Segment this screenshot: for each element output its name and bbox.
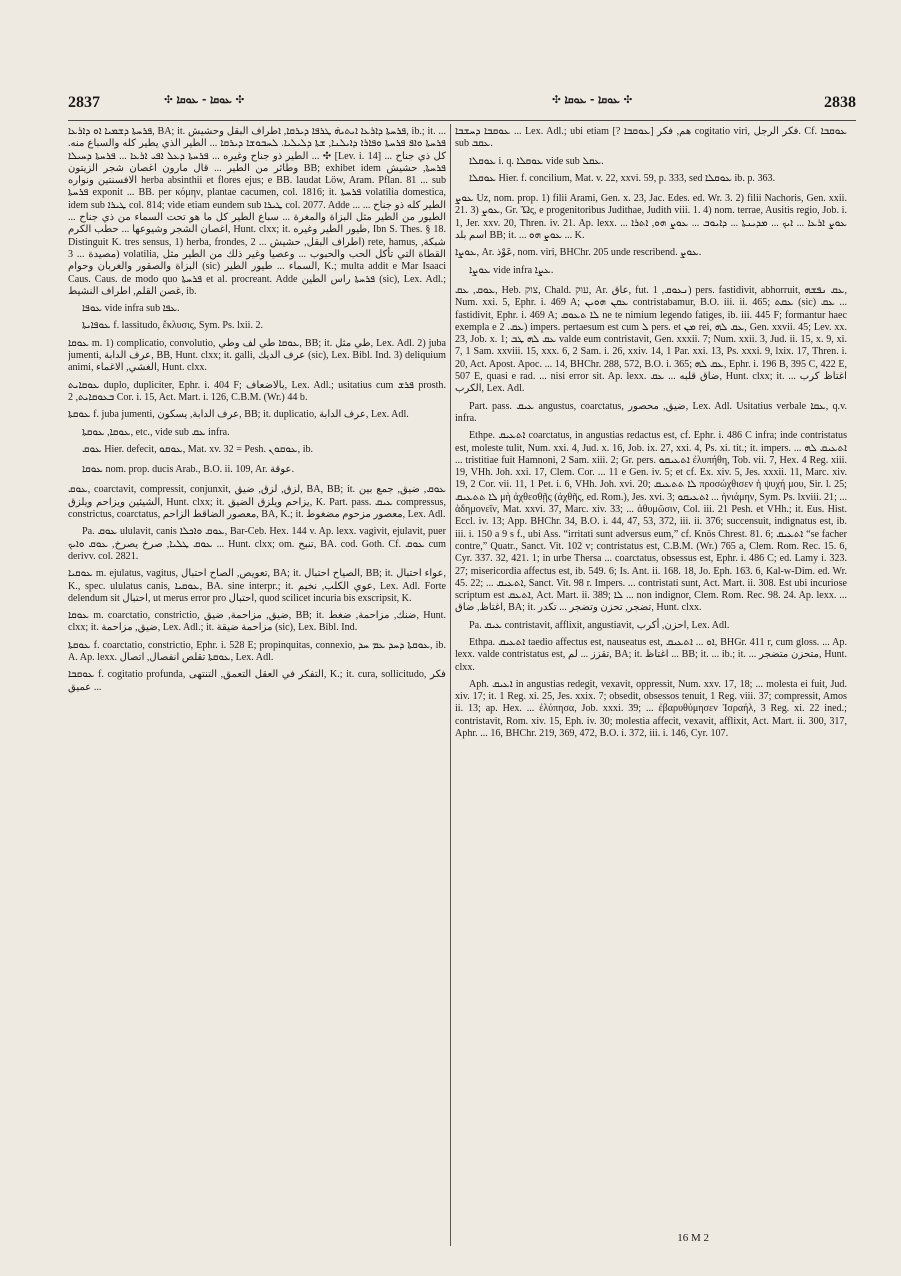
entry-text: ܥܘܩܬܐ f. coarctatio, constrictio, Ephr. i. 528 E; propinquitas, connexio, ܥܘܩܬܐ ܕܚܕ ܥܡ ܚܕ, ib. A. Ap. lexx. ܥܘܩܬܐ ﺗﻘﻠﺺ ﺍﻧﻔﺼﺎﻝ, ﺍﺗﺼﺎﻝ, Lex. Adl.	[68, 639, 446, 663]
entry-text: ܥܘܦܐܝܬܐ f. lassitudo, ἔκλυσις, Sym. Ps. lxii. 2.	[82, 320, 264, 332]
entry-text: Ethpe. ܐܬܥܝܩ coarctatus, in angustias redactus est, cf. Ephr. i. 486 C infra; inde contristatus est, moleste tulit, Num. xxi. 4, Jud. x. 16, Job. ix. 27, xxi. 4, Ps. xi. tit.; it. impers. ... ܐܬܥܝܩ ܠܗ ... tristitiae fuit Hamnoni, 2 Sam. xiii. 2; Gr. pers. ܐܬܥܝܩܘ ἐλυπήθη, Tob. vii. 7, Hex. 4 Reg. xiii. 19, VHh. Joh. xxi. 17, Clem. Cor. ... 11 e Gen. iv. 5; et cf. Ex. xiv. 5, Jes. xxxii. 11, Marc. xiv. 19, 2 Cor. vii. 11, 1 Pet. i. 6, VHh. Joh. xvi. 20; ܠܐ ܬܬܥܝܩ προσώχθισεν ἡ ψυχή μου, Sir. l. 25; ܠܐ ܬܬܥܝܩ μὴ ἀχθεσθῇς (ἀχθῆς, ed. Rom.), Jes. xvi. 3; ܐܬܥܝܩܘ ... ἠνιάμην, Sym. Ps. lxviii. 21; ... ἀδημονεῖν, Mat. xxvi. 37, Marc. xiv. 33; ... ἀθυμῶσιν, Col. iii. 21 Pesh. et VHh.; it. Eus. Hist. Eccl. iv. 13; App. BHChr. 34, B.O. i. 44, 47, 53, 372, iii. ii. 376; succensuit, indignatus est, ib. iii. i. 150 a 9 s f., ubi Ass. “irritati sunt adversus eum,” cf. Knös Chrest. 81. 6; ܐܬܥܝܩ “se facher contre,” Quatr., Sanct. Vit. 102 v; contristatus est, C.B.M. (Wr.) 765 a, Clem. Rom. Rec. 15. 6, Cyr. 337. 32, 421. 1; in urbe Thersa ... coarctatus, obsessus est, Ephr. i. 486 C; ed. Lamy i. 323. 27; misericordia affectus est, ib. 549. 6; Is. Ant. ii. 168. 18, Jo. Eph. 163. 6, Kal-w-Dim. ed. Wr. 45. 22; ... ܐܬܥܝܩ, Sanct. Vit. 98 r. Impers. ... contristati sunt, Act. Mart. ii. 308. Est ubi incuriose scriptum est ܐܬܥܩ, Act. Mart. ii. 389; ܠܐ ... non indignor, Clem. Rom. Rec. 98. 24. Ap. lexx. ... ﺍﻏﺘﺎﻅ, ﺿﺎﻕ, BA; it. ﺗﻀﺠﺮ, ﺗﺤﺰﻥ ﻭﺗﻀﺠﺮ ... ﺗﻜﺪﺭ, Hunt. clxx.	[455, 430, 847, 614]
entry-text: ܥܘܨ Uz, nom. prop. 1) filii Arami, Gen. x. 23, Jac. Edes. ed. Wr. 3. 2) filii Nachoris, Gen. xxii. 21. 3) ܥܘܨ, Gr. Ὤς, e progenitoribus Judithae, Judith viii. 1. 4) nom. terrae, Ausitis regio, Job. i. 1, Jer. xxv. 20, Thren. iv. 21. Ap. lexx. ܥܘܨ ܐܪܥܐ ... ܐܝܟ ... ܡܕܝܢܬܐ ... ܕܐܝܘܒ ... ܥܘܨ ܗܘ, ܐܬܪܐ ... ﺍﺳﻢ ﺑﻠﺪ BB; it. ... ܥܘܨ ܗܘ ... K.	[455, 193, 847, 242]
entry-text: ܥܘܩܠܐ i. q. ܥܘܩܠܐ vide sub ܥܩܠ.	[469, 155, 604, 167]
entry-text: ܥܘܩܒܐ ܕܚܫܒܐ ... Lex. Adl.; ubi etiam [? ܥܘܩܒܐ] ﻫﻢ, ﻓﻜﺮ cogitatio viri, ﻓﻜﺮ ﺍﻟﺮﺟﻞ. Cf. ܥܘܩܒܐ sub ܥܩܒ.	[455, 126, 847, 150]
entry-text: Part. pass. ܥܝܩ angustus, coarctatus, ﺿﻴﻖ, ﻣﺤﺼﻮﺭ, Lex. Adl. Usitatius verbale ܥܩܐ, q.v. infra.	[455, 400, 847, 424]
signature-mark: 16 M 2	[677, 1232, 709, 1244]
right-page-number: 2838	[824, 94, 856, 111]
column-divider	[450, 124, 451, 1246]
entry-text: ܥܘܩܝܐ m. ejulatus, vagitus, ﺗﻌﻮﻳﺺ, ﺍﻟﺼﺎﺡ ﺍﺣﺘﺒﺎﻝ, BA; it. ﺍﻟﺼﻴﺎﺡ ﺍﺣﺘﺒﺎﻝ, BB; it. ﻋﻮﺍﺀ ﺍﺣﺘﺒﺎﻝ, K., spec. ululatus canis, ܥܘܩܝܐ, BA. sine interpr.; it. ﻋﻮﻱ ﺍﻟﻜﻠﺐ, ﻧﺨﻴﻢ, Lex. Adl. Forte delendum sit ﺍﺣﺘﺒﺎﻝ, ut merus error pro ﺍﺣﺘﺒﺎﻝ, quod scilicet incuria bis exscripsit, K.	[68, 568, 446, 604]
entry-text: ܥܘܩܐ, ܥܘܩܬܐ, etc., vide sub ܥܩ infra.	[82, 426, 230, 438]
entry-text: ܥܘܩܒܐ f. cogitatio profunda, ﺍﻟﺘﻔﻜﺮ ﻓﻲ ﺍﻟﻌﻘﻞ ﺍﻟﺘﻌﻤﻖ, ﺍﻟﺘﻨﺘﻬﻰ, K.; it. cura, sollicitudo, ﻓﻜﺮ ﻋﻤﻴﻖ ...	[68, 669, 446, 693]
entry-text: Ethpa. ܐܬܥܝܩ taedio affectus est, nauseatus est, ܐܘ ... ܐܬܥܝܩ, BHGr. 411 r, cum gloss. ... Ap. lexx. valde contristatus est, ﺗﻘﺰﺯ ... ﻟﻢ, BA; it. ﺍﻏﺘﺎﻅ ... BB; it. ... ib.; it. ... ﻣﺘﺤﺰﻥ ﻣﺘﻀﺠﺮ, Hunt. clxx.	[455, 636, 847, 673]
entry-text: ܥܘܩܐܝܬ duplo, dupliciter, Ephr. i. 404 F; ﺑﺎﻻﺿﻌﺎﻑ, Lex. Adl.; usitatius cum ܦܪܫ prosth. ܒܥܘܩܐܝܬ, 2 Cor. i. 15, Act. Mart. i. 126, C.B.M. (Wr.) 44 b.	[68, 379, 446, 403]
entry-text: ܥܘܩܬܐ f. juba jumenti, ﻋﺮﻑ ﺍﻟﺪﺍﺑﺔ, ﻳﺴﻜﻮﻥ, BB; it. duplicatio, ﻋﺮﻑ ﺍﻟﺪﺍﺑﺔ, Lex. Adl.	[68, 409, 409, 421]
left-column	[68, 126, 446, 1246]
header-rule	[68, 120, 856, 121]
entry-text: ܥܘܩ, ܥܩ, Heb. צוק, Chald. עוּק, Ar. ﻋﺎﻕ, fut. ܢܥܘܩ, 1) pers. fastidivit, abhorruit, ܥܩ ܢܦܫܗ, Num. xxi. 5, Ephr. i. 469 A; ܥܩܢ ܗܘܝܢ contristabamur, B.O. iii. ii. 465; ܥܩܬ (sic) ܥܩ ... fastidivit, Ephr. i. 469 A; ܠܐ ܬܥܘܩ ne te nimium legendo fatiges, ib. iii. 445 F; formantur haec exempla e ܥܩ. 2) impers. pertaesum est cum ܠ pers. et ܡܢ rei, ܥܩ ܠܗ, Gen. xxvii. 45; Lev. xx. 23, Job. x. 1; ܥܩ ܠܗ ܛܒ valde eum contristavit, Gen. xxxii. 7; Num. xxii. 3, Jud. ii. 15, x. 9, xi. 7, 1 Sam. xxviii. 15, xxx. 6, 2 Sam. i. 26, xxiv. 14, 1 Par. xxi. 13, Ps. xxxi. 9, lxix. 17, Thren. i. 20, Act. Apost. Apoc. ... 14, BHChr. 288, 572, B.O. i. 365; ܥܩ ܠܗ, Ephr. i. 196 B, 395 C, 422 E, 507 E, quasi e rad. ... nisi error sit. Ap. lexx. ﺿﺎﻕ ﻗﻠﺒﻪ ... ܥܩ, Hunt. clxx; it. ﺍﻏﺘﺎﻅ ﻛﺮﺏ ... ﺍﻟﻜﺮﺏ, Lex. Adl.	[455, 284, 847, 395]
entry-text: Pa. ܥܘܩ ululavit, canis ܥܘܩ ܘܐܟܠܐ, Bar-Ceb. Hex. 144 v. Ap. lexx. vagivit, ejulavit, puer ܥܘܩ ܛܠܝܐ, ﺻﺮﺥ ﻳﺼﺮﺥ, ܥܘܩ ܘܐܝܟ ... Hunt. clxx; om. ﺗﻨﺒﺢ, BA. cod. Goth. Cf. ܥܘܩ cum derivv. col. 2821.	[68, 526, 446, 562]
entry-text: Pa. ܥܝܩ contristavit, afflixit, angustiavit, ﺍﺣﺰﻥ, ﺃﻛﺮﺏ, Lex. Adl.	[469, 619, 730, 631]
entry-text: ܥܘܩ, coarctavit, compressit, conjunxit, ﻟﺰﻕ, ﻟﺰﻕ, ﺿﻴﻖ, BA, BB; it. ܥܘܩ, ﺿﻴﻖ, ﺟﻤﻊ ﺑﻴﻦ ﺍﻟﺸﻴﺌﻴﻦ ﻭﻳﺰﺍﺣﻢ ﻭﻳﻠﺰﻕ, Hunt. clxx; it. ﻳﺰﺍﺣﻢ ﻭﻳﻠﺰﻕ ﺍﻟﻀﻴﻖ, K. Part. pass. ܥܝܩ compressus, constrictus, coarctatus, ﻣﻌﺼﻮﺭ ﺍﻟﻀﺎﻗﻂ ﺍﻟﺰﺍﺣﻢ, BA, K.; it. ﻣﻌﺼﻮﺭ ﻣﺰﺣﻮﻡ ﻣﻀﻐﻮﻁ, Lex. Adl.	[68, 484, 446, 521]
entry-text: ܥܘܨܐ, Ar. ﻋَﻮْﺫ, nom. viri, BHChr. 205 unde rescribend. ܥܘܨ.	[455, 247, 702, 259]
entry-text: ܥܘܩܐ m. 1) complicatio, convolutio, ܥܘܩܐ ﻃﻲ ﻟﻒ ﻭﻃﻲ, BB; it. ﻃﻲ ﻣﺜﻞ, Lex. Adl. 2) juba jumenti, ﻋﺮﻑ ﺍﻟﺪﺍﺑﺔ, BB, Hunt. clxx; it. galli, ﻋﺮﻑ ﺍﻟﺪﻳﻚ (sic), Lex. Bibl. Ind. 3) deliquium animi, ﺍﻟﻐﺸﻲ, ﺍﻻﻏﻤﺎﺀ, Hunt. clxx.	[68, 337, 446, 374]
entry-text: Aph. ܐܥܝܩ in angustias redegit, vexavit, oppressit, Num. xxv. 17, 18; ... molesta ei fuit, Jud. xiv. 17; it. 1 Reg. xi. 25, Jes. xxix. 7; obsedit, obsessos tenuit, 1 Reg. viii. 37; compressit, Amos ii. 13; ap. Hex. ... ἐλύπησα, Job. xxxi. 39; ... ἐβαρυθύμησεν Ἰσραήλ, 3 Reg. xi. 22 ined.; contristavit, Rom. xiv. 15, Eph. iv. 30; molestia affecit, vexavit, afflixit, Act. Mart. ii. 300, 317, Aphr. ... 16, BHChr. 219, 369, 472, B.O. i. 372, iii. i. 146, Cyr. 107.	[455, 678, 847, 740]
entry-text: ܥܘܩܐ nom. prop. ducis Arab., B.O. ii. 109, Ar. ﻋﻮﻗﺔ.	[82, 464, 295, 476]
right-running-title: ✣ ܥܘܩܐ - ܥܘܩܐ ✣	[552, 94, 633, 106]
entry-text: ܥܘܦܐ vide infra sub ܥܦܐ.	[82, 303, 180, 315]
entry-text: ܦܪܚܬܐ ܕܫܡܝܐ ܐܘ ܕܐܪܥܐ, BA; it. ܦܪܚܬܐ ܕܐܪܥܐ ܐܝܬܝܗ̇ ܛܪܦܐ ܕܝܪܩܐ, ܐﻃﺮﺍﻑ ﺍﻟﺒﻘﻞ ﻭﺣﺸﻴﺶ, ib.; it. ... ܦܪܚܬܐ ܘܐܦ ܦܪܚܬܐ ܘܦܐܪܐ ܕܐܝܠܢܐ, ܫܬܐ ܕܠܝܠܝܐ. ܠܚܒܘܫܐ ܕܝܪܩܐ ... ﺍﻟﻄﻴﺮ ﺍﻟﺬﻱ ﻳﻄﻴﺮ ﻛﻠﻪ ﻭﺍﻟﺴﺒﺎﻉ ﻣﻨﻪ. ﺍﻟﻄﻴﺮ ﺫﻭ ﺟﻨﺎﺡ ﻭﻏﻴﺮﻩ ... ܦܪܚܬܐ ܕܥܠ ܐܦܝ ܐܪܥܐ ... ܦܪܚܬܐ ܕܚܝܠܐ ... ✣ [Lev. i. 14] ... ﻛﻞ ﺫﻱ ﺟﻨﺎﺡ ﻭﻃﺎﺋﺮ ﻣﻦ ﺍﻟﻄﻴﺮ ... ﻗﺎﻝ ﻣﺎﺭﻭﻥ ﺍﻏﺼﺎﻥ ﺷﺠﺮ ﺍﻟﺰﻳﺘﻮﻥ BB; exhibet idem ܦܪܚܬܐ, ﺣﺸﻴﺶ ﺍﻻﻓﺴﻨﺘﻴﻦ ﻭﻧﻮﺍﺭﻩ herba absinthii et flores ejus; e BB. laudat Löw, Aram. Pflan. 81 ... sub ܦܪܚܬܐ exponit ... BB. per κόμην, plantae cacumen, col. 1816; it. ܦܪܚܬܐ volatilia domestica, idem sub ܛܝܪܐ col. 814; vide etiam eundem sub ܛܝܪܐ col. 2077. Adde ... ﺍﻟﻄﻴﺮ ﻛﻠﻪ ﺫﻭ ﺟﻨﺎﺡ ... ﺍﻟﻄﻴﻮﺭ ﻣﻦ ﺍﻟﻄﻴﺮ ﻣﺜﻞ ﺍﻟﺒﺰﺍﺓ ﻭﺍﻟﻤﻐﺮﺓ ... ﺳﺒﺎﻉ ﺍﻟﻄﻴﺮ ﻛﻞ ﻣﺎ ﻫﻮ ﺗﺤﺖ ﺍﻟﺴﻤﺎﺀ ﻣﻦ ﺫﻱ ﺟﻨﺎﺡ ... ﺍﻏﺼﺎﻥ ﺍﻟﺸﺠﺮ ﻭﺷﻴﻮﻋﻬﺎ ... ﺣﻄﺐ ﺍﻟﻜﺮﻡ, Hunt. clxx; it. ﻃﻴﻮﺭ ﺍﻟﻄﻴﺮ ﻭﻏﻴﺮﻩ, Ibn S. Thes. § 18. Distinguit K. tres sensus, 1) herba, frondes, ﺍﻃﺮﺍﻑ ﺍﻟﺒﻘﻞ, ﺣﺸﻴﺶ ... 2) rete, hamus, ﺷﺒﻜﺔ, ﻣﺼﻴﺪﺓ ... 3) volatilia, ﺍﻟﻘﻄﺎﺓ ﺍﻟﺘﻲ ﺗﺄﻛﻞ ﺍﻟﺤﺐ ﻭﺍﻟﺤﺒﻮﺏ ... ﻭﻋﺼﻴﺎ ﻭﻏﻴﺮ ﺫﻟﻚ ﻣﻦ ﺍﻟﻄﻴﺮ ﻣﺜﻞ ﺍﻟﺒﺰﺍﺓ ﻭﺍﻟﺼﻘﻮﺭ ﻭﺍﻟﻐﺮﺑﺎﻥ ﻭﺣﻮﺍﻡ (sic) ﺍﻟﺴﻤﺎﺀ ... ﻃﻴﻮﺭ ﺍﻟﻄﻴﺮ, K.; multa addit e Mar Isaaci Caus. Caus. de modo quo ܦܪܚܬܐ et al. procreant. Adde ܦܪܚܬܐ ﺭﺍﺱ ﺍﻟﻄﻴﻦ (sic), Lex. Adl.; ﻏﺼﻦ ﺍﻟﻘﻠﻢ, ﺍﻃﺮﺍﻑ ﺍﻟﻨﺸﻴﻂ, ib.	[68, 126, 446, 297]
entry-text: ܥܘܩܐ m. coarctatio, constrictio, ﺿﻴﻖ, ﻣﺰﺍﺣﻤﺔ, ﺿﻴﻖ, BB; it. ﺿﻨﻚ, ﻣﺰﺍﺣﻤﺔ, ﺿﻐﻂ, Hunt. clxx; it. ﺿﻴﻖ, ﻣﺰﺍﺣﻤﺔ, Lex. Adl.; it. ﻣﺰﺍﺣﻤﺔ ﺿﻴﻘﺔ (sic), Lex. Bibl. Ind.	[68, 610, 446, 634]
entry-text: ܥܘܩܠܐ Hier. f. concilium, Mat. v. 22, xxvi. 59, p. 333, sed ܥܘܩܠܐ ib. p. 363.	[469, 172, 776, 184]
right-column	[455, 126, 847, 1246]
left-page-number: 2837	[68, 94, 100, 111]
entry-text: ܥܘܨܐ vide infra ܥܨܐ.	[469, 264, 554, 276]
left-running-title: ✣ ܥܘܩܐ - ܥܘܩܐ ✣	[164, 94, 245, 106]
entry-text: ܥܘܩ Hier. defecit, ܥܘܩܘ, Mat. xv. 32 = Pesh. ܥܘܩܘܢ, ib.	[82, 443, 314, 455]
